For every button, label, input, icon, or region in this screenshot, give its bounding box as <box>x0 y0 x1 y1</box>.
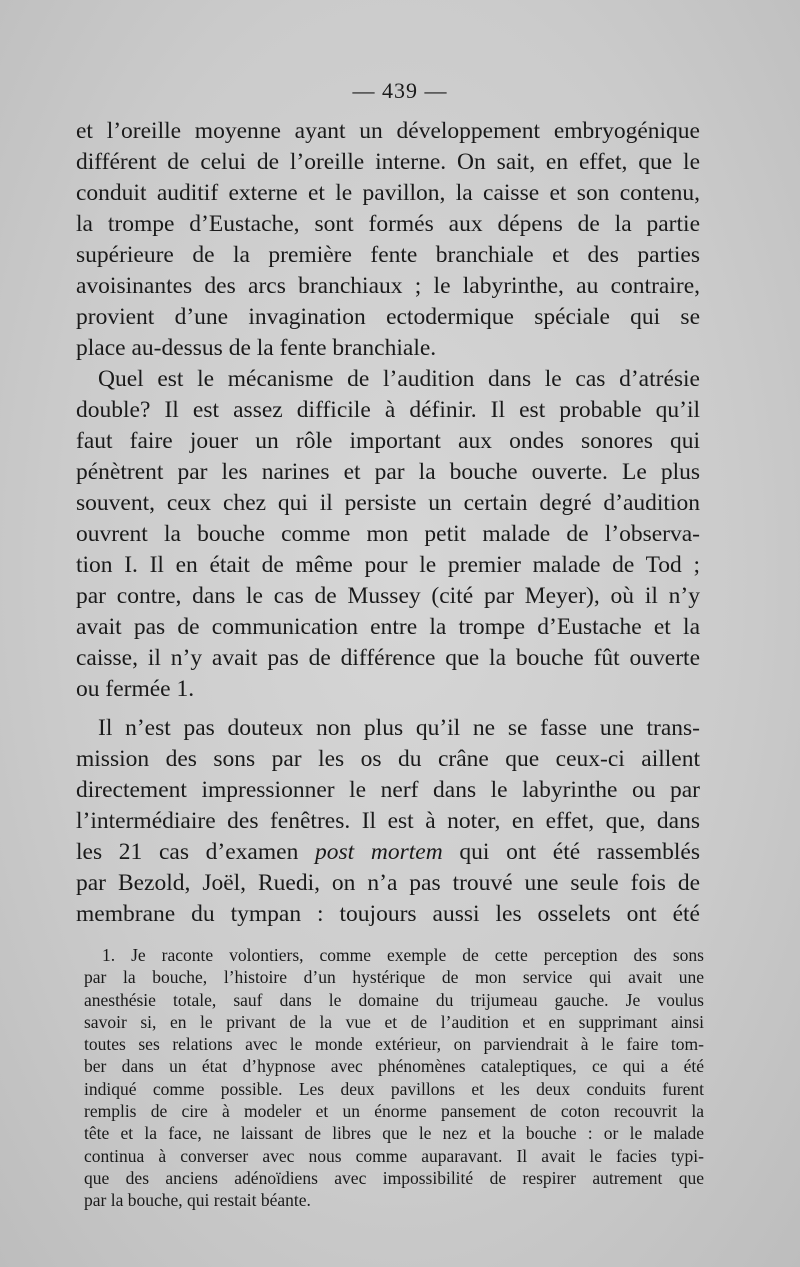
text-line: par Bezold, Joël, Ruedi, on n’a pas trouvé une seule fois de <box>76 870 700 896</box>
text-line: et l’oreille moyenne ayant un développement embryogénique <box>76 118 700 144</box>
text-line: par contre, dans le cas de Mussey (cité par Meyer), où il n’y <box>76 583 700 609</box>
text-line: Quel est le mécanisme de l’audition dans le cas d’atrésie <box>98 366 700 392</box>
text-line: la trompe d’Eustache, sont formés aux dépens de la partie <box>76 211 700 237</box>
text-line: ou fermée 1. <box>76 676 195 702</box>
text-line: supérieure de la première fente branchiale et des parties <box>76 242 700 268</box>
footnote-line: par la bouche, qui restait béante. <box>84 1190 311 1211</box>
text-line-with-italic <box>76 837 700 868</box>
text-line: directement impressionner le nerf dans le labyrinthe ou par <box>76 777 700 803</box>
text-line: place au-dessus de la fente branchiale. <box>76 335 437 361</box>
italic-term: post mortem <box>315 839 443 865</box>
text-line: différent de celui de l’oreille interne. On sait, en effet, que le <box>76 149 700 175</box>
footnote-line: que des anciens adénoïdiens avec impossibilité de respirer autrement que <box>84 1167 704 1188</box>
text-line: pénètrent par les narines et par la bouche ouverte. Le plus <box>76 459 700 485</box>
text-line: l’intermédiaire des fenêtres. Il est à noter, en effet, que, dans <box>76 808 700 834</box>
text-line: provient d’une invagination ectodermique spéciale qui se <box>76 304 700 330</box>
text-line: Il n’est pas douteux non plus qu’il ne se fasse une trans- <box>98 715 700 741</box>
text-line: caisse, il n’y avait pas de différence que la bouche fût ouverte <box>76 645 700 671</box>
paragraph-2 <box>76 364 700 705</box>
text-line: conduit auditif externe et le pavillon, la caisse et son contenu, <box>76 180 700 206</box>
footnote <box>84 944 704 1212</box>
text-line: faut faire jouer un rôle important aux ondes sonores qui <box>76 428 700 454</box>
text-line: membrane du tympan : toujours aussi les osselets ont été <box>76 901 700 927</box>
footnote-line: ber dans un état d’hypnose avec phénomènes cataleptiques, ce qui a été <box>84 1056 704 1077</box>
footnote-line: anesthésie totale, sauf dans le domaine du trijumeau gauche. Je voulus <box>84 989 704 1010</box>
text-line: avoisinantes des arcs branchiaux ; le labyrinthe, au contraire, <box>76 273 700 299</box>
footnote-line: indiqué comme possible. Les deux pavillons et les deux conduits furent <box>84 1078 704 1099</box>
page-number: — 439 — <box>352 78 448 103</box>
text-segment: qui ont été rassemblés <box>459 839 700 865</box>
text-line: avait pas de communication entre la trompe d’Eustache et la <box>76 614 700 640</box>
text-line: double? Il est assez difficile à définir. Il est probable qu’il <box>76 397 700 423</box>
text-line: mission des sons par les os du crâne que ceux-ci aillent <box>76 746 700 772</box>
body-text <box>76 116 700 930</box>
footnote-line: tête et la face, ne laissant de libres que le nez et la bouche : or le malade <box>84 1123 704 1144</box>
paragraph-1 <box>76 116 700 364</box>
footnote-line: par la bouche, l’histoire d’un hystérique de mon service qui avait une <box>84 967 704 988</box>
footnote-line: continua à converser avec nous comme auparavant. Il avait le facies typi- <box>84 1145 704 1166</box>
footnote-line: toutes ses relations avec le monde extérieur, on parviendrait à le faire tom- <box>84 1034 704 1055</box>
text-line: ouvrent la bouche comme mon petit malade de l’observa- <box>76 521 700 547</box>
text-line: souvent, ceux chez qui il persiste un certain degré d’audition <box>76 490 700 516</box>
text-segment: les 21 cas d’examen <box>76 839 299 865</box>
footnote-line: remplis de cire à modeler et un énorme pansement de coton recouvrit la <box>84 1101 704 1122</box>
footnote-line: 1. Je raconte volontiers, comme exemple de cette perception des sons <box>102 945 704 965</box>
footnote-line: savoir si, en le privant de la vue et de l’audition et en supprimant ainsi <box>84 1011 704 1032</box>
text-line: tion I. Il en était de même pour le premier malade de Tod ; <box>76 552 700 578</box>
paragraph-3 <box>76 713 700 930</box>
